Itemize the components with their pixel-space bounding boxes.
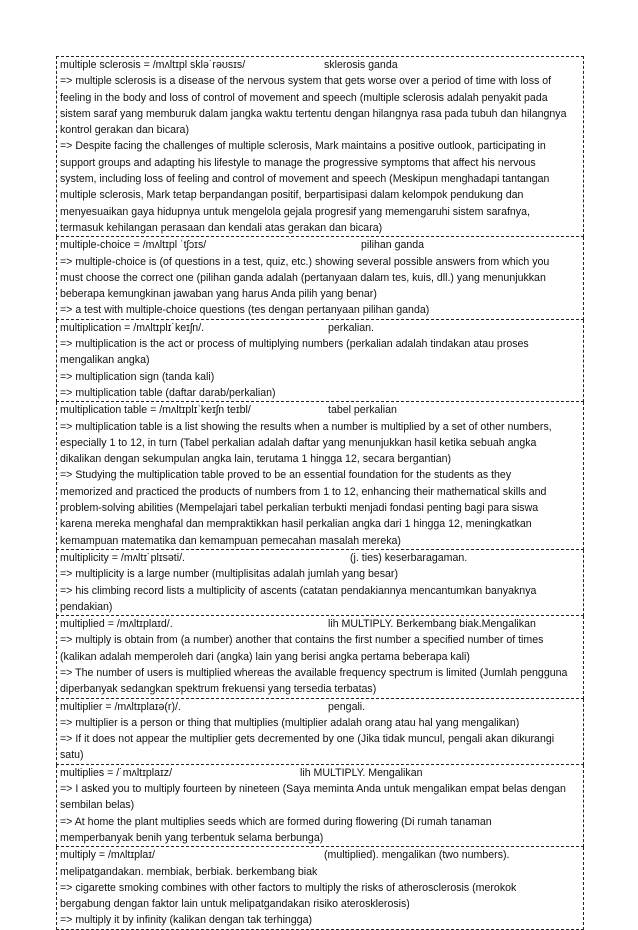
dictionary-entry xyxy=(56,320,584,402)
entry-text-line: => Despite facing the challenges of multiple sclerosis, Mark maintains a positive outlook, participating in xyxy=(60,140,546,153)
entry-text-line: support groups and adapting his lifestyle to manage the progressive symptoms that affect his nervous xyxy=(60,156,536,169)
dictionary-entry xyxy=(56,847,584,929)
entry-text-line: karena mereka menghafal dan mempraktikkan hasil perkalian angka dari 1 hingga 12, meningkatkan xyxy=(60,518,532,531)
entry-heading xyxy=(60,699,580,715)
entry-text-line: => multiplier is a person or thing that multiplies (multiplier adalah orang atau hal yang mengalikan) xyxy=(60,716,520,729)
entry-text-line: => his climbing record lists a multiplicity of ascents (catatan pendakiannya mencantumkan banyaknya xyxy=(60,584,537,597)
dictionary-document xyxy=(56,56,584,930)
entry-text-line: => If it does not appear the multiplier gets decremented by one (Jika tidak muncul, pengali akan dikurangi xyxy=(60,733,555,746)
entry-text-line: feeling in the body and loss of control of movement and speech (multiple sclerosis adalah penyakit pada xyxy=(60,91,548,104)
entry-heading xyxy=(60,847,580,863)
entry-heading xyxy=(60,765,580,781)
entry-term: multiplicity = /mʌltɪ˙plɪsəti/. xyxy=(60,551,185,564)
entry-text-line: beberapa kemungkinan jawaban yang harus Anda pilih yang benar) xyxy=(60,288,377,301)
dictionary-entry xyxy=(56,402,584,550)
entry-text-line: => multiply is obtain from (a number) another that contains the first number a specified number of times xyxy=(60,634,544,647)
entry-text-line: satu) xyxy=(60,749,84,762)
entry-translation: (multiplied). mengalikan (two numbers). xyxy=(324,849,510,862)
entry-term: multiplies = /˙mʌltɪplaɪz/ xyxy=(60,766,173,779)
entry-heading xyxy=(60,320,580,336)
entry-text-line: menyesuaikan gaya hidupnya untuk mengelola gejala progresif yang memengaruhi sistem sarafnya, xyxy=(60,205,530,218)
entry-text-line: => multiple sclerosis is a disease of the nervous system that gets worse over a period of time with loss of xyxy=(60,75,552,88)
entry-term: multiplication table = /mʌltɪplɪˈkeɪʃn teɪbl/ xyxy=(60,404,251,417)
entry-heading xyxy=(60,550,580,566)
entry-term: multiplication = /mʌltɪplɪ˙keɪʃn/. xyxy=(60,321,205,334)
entry-text-line: system, including loss of feeling and control of movement and speech (Meskipun menghadapi tantangan xyxy=(60,173,550,186)
entry-text-line: => Studying the multiplication table proved to be an essential foundation for the students as they xyxy=(60,469,512,482)
entry-text-line: memperbanyak benih yang terbentuk selama berbunga) xyxy=(60,831,324,844)
entry-text-line: kemampuan matematika dan kemampuan pemecahan masalah mereka) xyxy=(60,534,401,547)
entry-text-line: sembilan belas) xyxy=(60,799,135,812)
entry-text-line: termasuk kehilangan perasaan dan kendali atas gerakan dan bicara) xyxy=(60,221,383,234)
entry-text-line: pendakian) xyxy=(60,600,113,613)
entry-text-line: multiple sclerosis, Mark tetap berpandangan positif, berpartisipasi dalam kelompok pendukung dan xyxy=(60,189,524,202)
entry-text-line: dikalikan dengan sekumpulan angka lain, terutama 1 hingga 12, secara bergantian) xyxy=(60,453,452,466)
entry-text-line: => cigarette smoking combines with other factors to multiply the risks of atherosclerosis (merokok xyxy=(60,881,517,894)
entry-text-line: especially 1 to 12, in turn (Tabel perkalian adalah daftar yang menunjukkan hasil ketika sebuah angka xyxy=(60,436,537,449)
entry-term: multiple sclerosis = /mʌltɪpl sklə˙rəʊsɪs/ xyxy=(60,59,246,71)
entry-term: multiplied = /mʌltɪplaɪd/. xyxy=(60,618,173,631)
entry-text-line: memorized and practiced the products of numbers from 1 to 12, enhancing their mathematical skills and xyxy=(60,485,547,498)
entry-translation: lih MULTIPLY. Mengalikan xyxy=(300,766,423,779)
dictionary-entry xyxy=(56,699,584,765)
dictionary-entry xyxy=(56,56,584,237)
entry-translation: perkalian. xyxy=(328,321,374,334)
entry-text-line: => a test with multiple-choice questions (tes dengan pertanyaan pilihan ganda) xyxy=(60,304,430,317)
entry-text-line: kontrol gerakan dan bicara) xyxy=(60,124,189,137)
entry-text-line: => multiplication is the act or process of multiplying numbers (perkalian adalah tindakan atau proses xyxy=(60,338,529,351)
entry-text-line: => multiplication table (daftar darab/perkalian) xyxy=(60,386,276,399)
entry-text-line: => multiplicity is a large number (multiplisitas adalah jumlah yang besar) xyxy=(60,568,398,581)
entry-text-line: problem-solving abilities (Mempelajari tabel perkalian terbukti menjadi fondasi penting bagi para siswa xyxy=(60,502,539,515)
entry-heading xyxy=(60,616,580,632)
entry-text-line: (kalikan adalah memperoleh dari (angka) lain yang berisi angka pertama beberapa kali) xyxy=(60,650,470,663)
entry-text-line: => The number of users is multiplied whereas the available frequency spectrum is limited (Jumlah pengguna xyxy=(60,666,568,679)
entry-text-line: must choose the correct one (pilihan ganda adalah (pertanyaan dalam tes, kuis, dll.) yang menunjukkan xyxy=(60,271,546,284)
entry-text-line: melipatgandakan. membiak, berbiak. berkembang biak xyxy=(60,865,318,878)
entry-translation: pilihan ganda xyxy=(361,239,425,252)
entry-text-line: => At home the plant multiplies seeds which are formed during flowering (Di rumah tanaman xyxy=(60,815,492,828)
entry-text-line: diperbanyak sedangkan spektrum frekuensi yang tersedia terbatas) xyxy=(60,683,377,696)
entry-translation: lih MULTIPLY. Berkembang biak.Mengalikan xyxy=(328,618,536,631)
entry-heading xyxy=(60,237,580,253)
entry-translation: tabel perkalian xyxy=(328,404,397,417)
entry-translation: sklerosis ganda xyxy=(324,59,398,71)
entry-term: multiple-choice = /mʌltɪpl ˈtʃɔɪs/ xyxy=(60,239,207,252)
entry-term: multiplier = /mʌltɪplaɪə(r)/. xyxy=(60,700,181,713)
dictionary-entry xyxy=(56,550,584,616)
entry-translation: pengali. xyxy=(328,700,366,713)
dictionary-entry xyxy=(56,237,584,319)
entry-text-line: => multiply it by infinity (kalikan dengan tak terhingga) xyxy=(60,914,313,927)
entry-text-line: => I asked you to multiply fourteen by nineteen (Saya meminta Anda untuk mengalikan empat belas dengan xyxy=(60,783,566,796)
entry-text-line: mengalikan angka) xyxy=(60,354,150,367)
entry-term: multiply = /mʌltɪplaɪ/ xyxy=(60,849,155,862)
dictionary-entry xyxy=(56,765,584,847)
dictionary-entry xyxy=(56,616,584,698)
entry-text-line: sistem saraf yang memburuk dalam jangka waktu tertentu dengan hilangnya rasa pada tubuh dan hilangnya xyxy=(60,107,567,120)
entry-heading xyxy=(60,402,580,418)
entry-text-line: bergabung dengan faktor lain untuk melipatgandakan risiko aterosklerosis) xyxy=(60,898,410,911)
entry-text-line: => multiplication sign (tanda kali) xyxy=(60,370,215,383)
entry-text-line: => multiplication table is a list showing the results when a number is multiplied by a set of other numbers, xyxy=(60,420,552,433)
entry-heading xyxy=(60,57,580,73)
entry-text-line: => multiple-choice is (of questions in a test, quiz, etc.) showing several possible answers from which you xyxy=(60,255,550,268)
entry-translation: (j. ties) keserbaragaman. xyxy=(350,551,468,564)
